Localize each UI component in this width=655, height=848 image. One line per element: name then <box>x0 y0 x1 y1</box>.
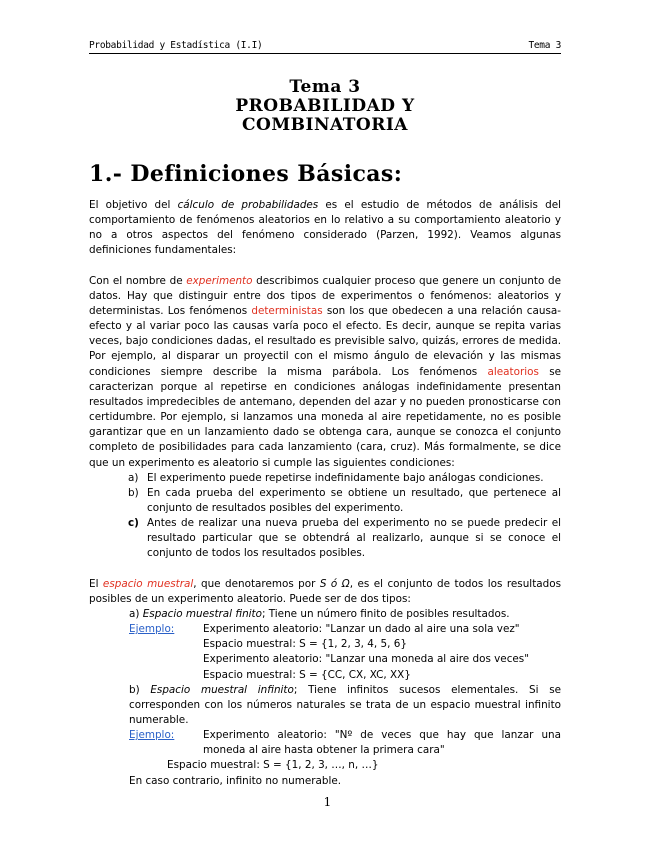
infinite-space-def <box>89 683 561 728</box>
example-sample-space: Espacio muestral: S = {1, 2, 3, 4, 5, 6} <box>203 638 407 651</box>
chapter-title-line-1: PROBABILIDAD Y <box>235 96 415 116</box>
header-course: Probabilidad y Estadística (I.I) <box>89 40 263 51</box>
term-calculo-probabilidades: cálculo de probabilidades <box>177 199 319 211</box>
intro-text-a: El objetivo del <box>89 199 178 211</box>
condition-label: a) <box>128 471 139 484</box>
ss-symbol: S ó Ω <box>319 577 350 590</box>
document-body <box>89 198 561 789</box>
ss-text-b: , que denotaremos por <box>193 577 320 590</box>
chapter-title-line-2: COMBINATORIA <box>241 115 408 135</box>
experiment-paragraph <box>89 274 561 471</box>
intro-paragraph <box>89 198 561 259</box>
term-experimento: experimento <box>186 274 253 287</box>
condition-text: En cada prueba del experimento se obtiene un resultado, que pertenece al conjunto de resultados posibles del experimento. <box>147 486 561 514</box>
example-link[interactable]: Ejemplo: <box>129 729 175 742</box>
example-sample-space: Espacio muestral: S = {CC, CX, XC, XX} <box>203 668 411 681</box>
example-label <box>89 622 203 637</box>
infinite-closing: En caso contrario, infinito no numerable. <box>129 774 342 787</box>
conditions-list <box>89 471 561 562</box>
term-deterministas: deterministas <box>251 304 323 317</box>
infinite-example <box>89 728 561 758</box>
infinite-def-text: ; Tiene infinitos sucesos elementales. Si se corresponden con los números naturales se trata de un espacio muestral infinito numerable. <box>129 683 561 726</box>
running-header <box>89 40 561 54</box>
infinite-label: b) <box>129 683 151 696</box>
exp-text-d: se caracterizan porque al repetirse en condiciones análogas indefinidamente presentan resultados impredecibles de antemano, dependen del azar y no pueden pronosticarse con certidumbre. Por ejemplo, si lanzamos una moneda al aire repetidamente, no es posible garantizar que en un lanzamiento dado se obtenga cara, aunque se conozca el conjunto completo de posibilidades para cada lanzamiento (cara, cruz). Más formalmente, se dice que un experimento es aleatorio si cumple las siguientes condiciones: <box>89 365 561 469</box>
term-aleatorios: aleatorios <box>487 365 539 378</box>
condition-item <box>89 486 561 516</box>
finite-label: a) <box>129 607 143 620</box>
condition-text: Antes de realizar una nueva prueba del experimento no se puede predecir el resultado particular que se obtendrá al realizarlo, aunque si se conoce el conjunto de todos los resultados posibles. <box>147 517 561 560</box>
chapter-number: Tema 3 <box>289 77 361 97</box>
example-sample-space: Espacio muestral: S = {1, 2, 3, …, n, …} <box>167 759 379 772</box>
header-topic: Tema 3 <box>528 40 561 51</box>
finite-example-1 <box>89 622 561 637</box>
term-infinite: Espacio muestral infinito <box>150 683 294 696</box>
sample-space-paragraph <box>89 577 561 607</box>
ss-text-c: , es el conjunto de todos los resultados posibles de un experimento aleatorio. Puede ser de dos tipos: <box>89 577 562 605</box>
page-number: 1 <box>323 795 332 809</box>
ss-text-a: El <box>89 577 103 590</box>
exp-text-b: describimos cualquier proceso que genere un conjunto de datos. Hay que distinguir entre dos tipos de experimentos o fenómenos: aleatorios y deterministas. Los fenómenos <box>89 274 561 317</box>
example-link[interactable]: Ejemplo: <box>129 623 175 636</box>
condition-item <box>89 471 561 486</box>
chapter-title <box>89 78 561 135</box>
section-heading: 1.- Definiciones Básicas: <box>89 161 403 187</box>
finite-space-def <box>89 607 561 622</box>
condition-item <box>89 516 561 561</box>
example-experiment: Experimento aleatorio: "Lanzar una moneda al aire dos veces" <box>203 653 530 666</box>
example-label <box>89 728 203 758</box>
intro-text-b: es el estudio de métodos de análisis del comportamiento de fenómenos aleatorios en lo relativo a su comportamiento aleatorio y no a otros aspectos del fenómeno considerado (Parzen, 1992). Veamos algunas definiciones fundamentales: <box>89 199 562 257</box>
example-experiment: Experimento aleatorio: "Lanzar un dado al aire una sola vez" <box>203 623 520 636</box>
condition-text: El experimento puede repetirse indefinidamente bajo análogas condiciones. <box>147 471 544 484</box>
term-espacio-muestral: espacio muestral <box>102 577 194 590</box>
spacer <box>89 562 561 577</box>
term-finite: Espacio muestral finito <box>142 607 262 620</box>
condition-label: b) <box>128 486 139 499</box>
exp-text-c: son los que obedecen a una relación causa-efecto y al variar poco las causas varía poco el efecto. Es decir, aunque se repita varias veces, bajo condiciones dadas, el resultado es previsible salvo, quizás, errores de medida. Por ejemplo, al disparar un proyectil con el mismo ángulo de elevación y las mismas condiciones siempre describe la misma parábola. Los fenómenos <box>89 304 561 378</box>
spacer <box>89 259 561 274</box>
finite-def-text: ; Tiene un número finito de posibles resultados. <box>261 607 510 620</box>
condition-label: c) <box>128 517 139 530</box>
exp-text-a: Con el nombre de <box>89 274 187 287</box>
example-experiment: Experimento aleatorio: "Nº de veces que hay que lanzar una moneda al aire hasta obtener la primera cara" <box>203 729 561 757</box>
